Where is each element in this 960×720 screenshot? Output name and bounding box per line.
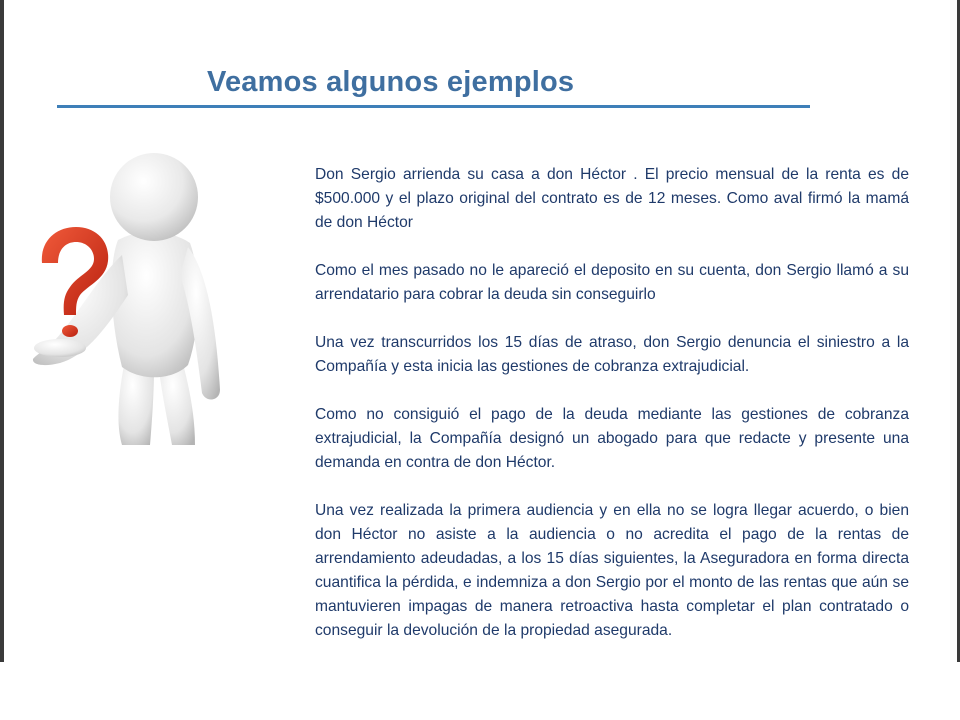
title-underline	[57, 105, 810, 108]
person-question-icon	[30, 145, 225, 450]
figure-head	[110, 153, 198, 241]
slide-border-left	[0, 0, 4, 662]
figure-palm	[34, 339, 86, 357]
question-mark-dot	[62, 325, 78, 337]
figure-torso	[112, 232, 198, 377]
paragraph-2: Como el mes pasado no le apareció el deposito en su cuenta, don Sergio llamó a su arrendatario para cobrar la deuda sin conseguirlo	[315, 262, 909, 303]
slide-title: Veamos algunos ejemplos	[207, 66, 575, 98]
paragraph-3: Una vez transcurridos los 15 días de atraso, don Sergio denuncia el siniestro a la Compañía y esta inicia las gestiones de cobranza extrajudicial.	[315, 334, 909, 375]
paragraph-1: Don Sergio arrienda su casa a don Héctor . El precio mensual de la renta es de $500.000 y el plazo original del contrato es de 12 meses. Como aval firmó la mamá de don Héctor	[315, 166, 909, 231]
paragraph-5: Una vez realizada la primera audiencia y en ella no se logra llegar acuerdo, o bien don Héctor no asiste a la audiencia o no acredita el pago de la rentas de arrendamiento adeudadas, a los 15 días siguientes, la Aseguradora en forma directa cuantifica la pérdida, e indemniza a don Sergio por el monto de las rentas que aún se mantuvieren impagas de manera retroactiva hasta completar el plan contratado o conseguir la devolución de la propiedad asegurada.	[315, 502, 909, 639]
paragraph-4: Como no consiguió el pago de la deuda mediante las gestiones de cobranza extrajudicial, la Compañía designó un abogado para que redacte y presente una demanda en contra de don Héctor.	[315, 406, 909, 471]
example-text	[315, 163, 909, 643]
